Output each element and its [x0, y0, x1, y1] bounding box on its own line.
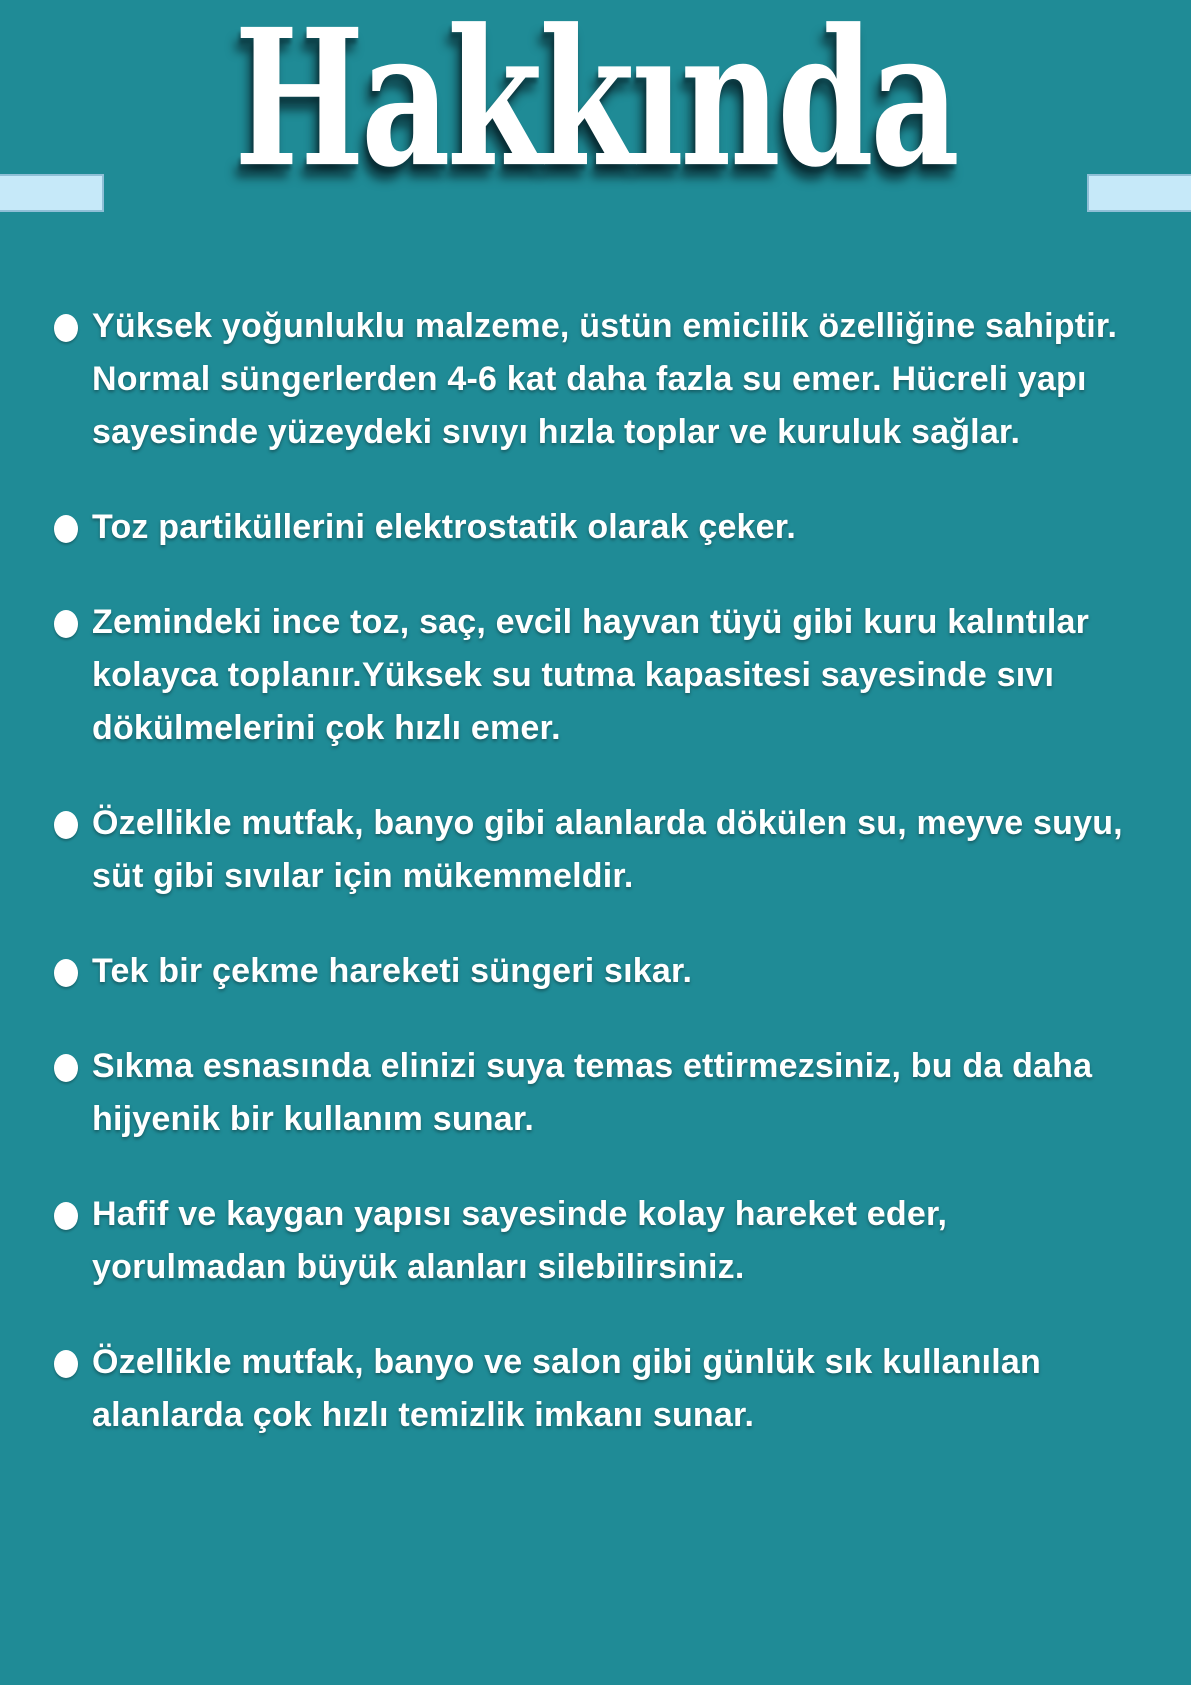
right-accent-bar	[1087, 174, 1191, 212]
list-item	[54, 1188, 1129, 1294]
bullet-dot	[54, 1202, 78, 1230]
list-item	[54, 945, 1129, 998]
bullet-dot	[54, 610, 78, 638]
feature-list	[0, 290, 1191, 1442]
bullet-dot	[54, 515, 78, 543]
page-title: Hakkında	[234, 0, 957, 209]
bullet-text: Özellikle mutfak, banyo ve salon gibi günlük sık kullanılan alanlarda çok hızlı temizlik imkanı sunar.	[92, 1343, 1041, 1434]
left-accent-bar	[0, 174, 104, 212]
bullet-text: Toz partiküllerini elektrostatik olarak çeker.	[92, 508, 796, 546]
bullet-dot	[54, 1054, 78, 1082]
bullet-text: Hafif ve kaygan yapısı sayesinde kolay hareket eder, yorulmadan büyük alanları silebilirsiniz.	[92, 1195, 948, 1286]
list-item	[54, 300, 1129, 459]
bullet-text: Sıkma esnasında elinizi suya temas ettirmezsiniz, bu da daha hijyenik bir kullanım sunar.	[92, 1047, 1093, 1138]
bullet-text: Yüksek yoğunluklu malzeme, üstün emicilik özelliğine sahiptir. Normal süngerlerden 4-6 kat daha fazla su emer. Hücreli yapı sayesinde yüzeydeki sıvıyı hızla toplar ve kuruluk sağlar.	[92, 307, 1118, 451]
bullet-text: Zemindeki ince toz, saç, evcil hayvan tüyü gibi kuru kalıntılar kolayca toplanır.Yüksek su tutma kapasitesi sayesinde sıvı dökülmelerini çok hızlı emer.	[92, 603, 1090, 747]
bullet-dot	[54, 811, 78, 839]
list-item	[54, 596, 1129, 755]
bullet-dot	[54, 1350, 78, 1378]
list-item	[54, 1040, 1129, 1146]
bullet-dot	[54, 959, 78, 987]
bullet-text: Tek bir çekme hareketi süngeri sıkar.	[92, 952, 693, 990]
list-item	[54, 501, 1129, 554]
bullet-dot	[54, 314, 78, 342]
list-item	[54, 1336, 1129, 1442]
list-item	[54, 797, 1129, 903]
page-header	[0, 0, 1191, 290]
bullet-text: Özellikle mutfak, banyo gibi alanlarda dökülen su, meyve suyu, süt gibi sıvılar için mükemmeldir.	[92, 804, 1123, 895]
